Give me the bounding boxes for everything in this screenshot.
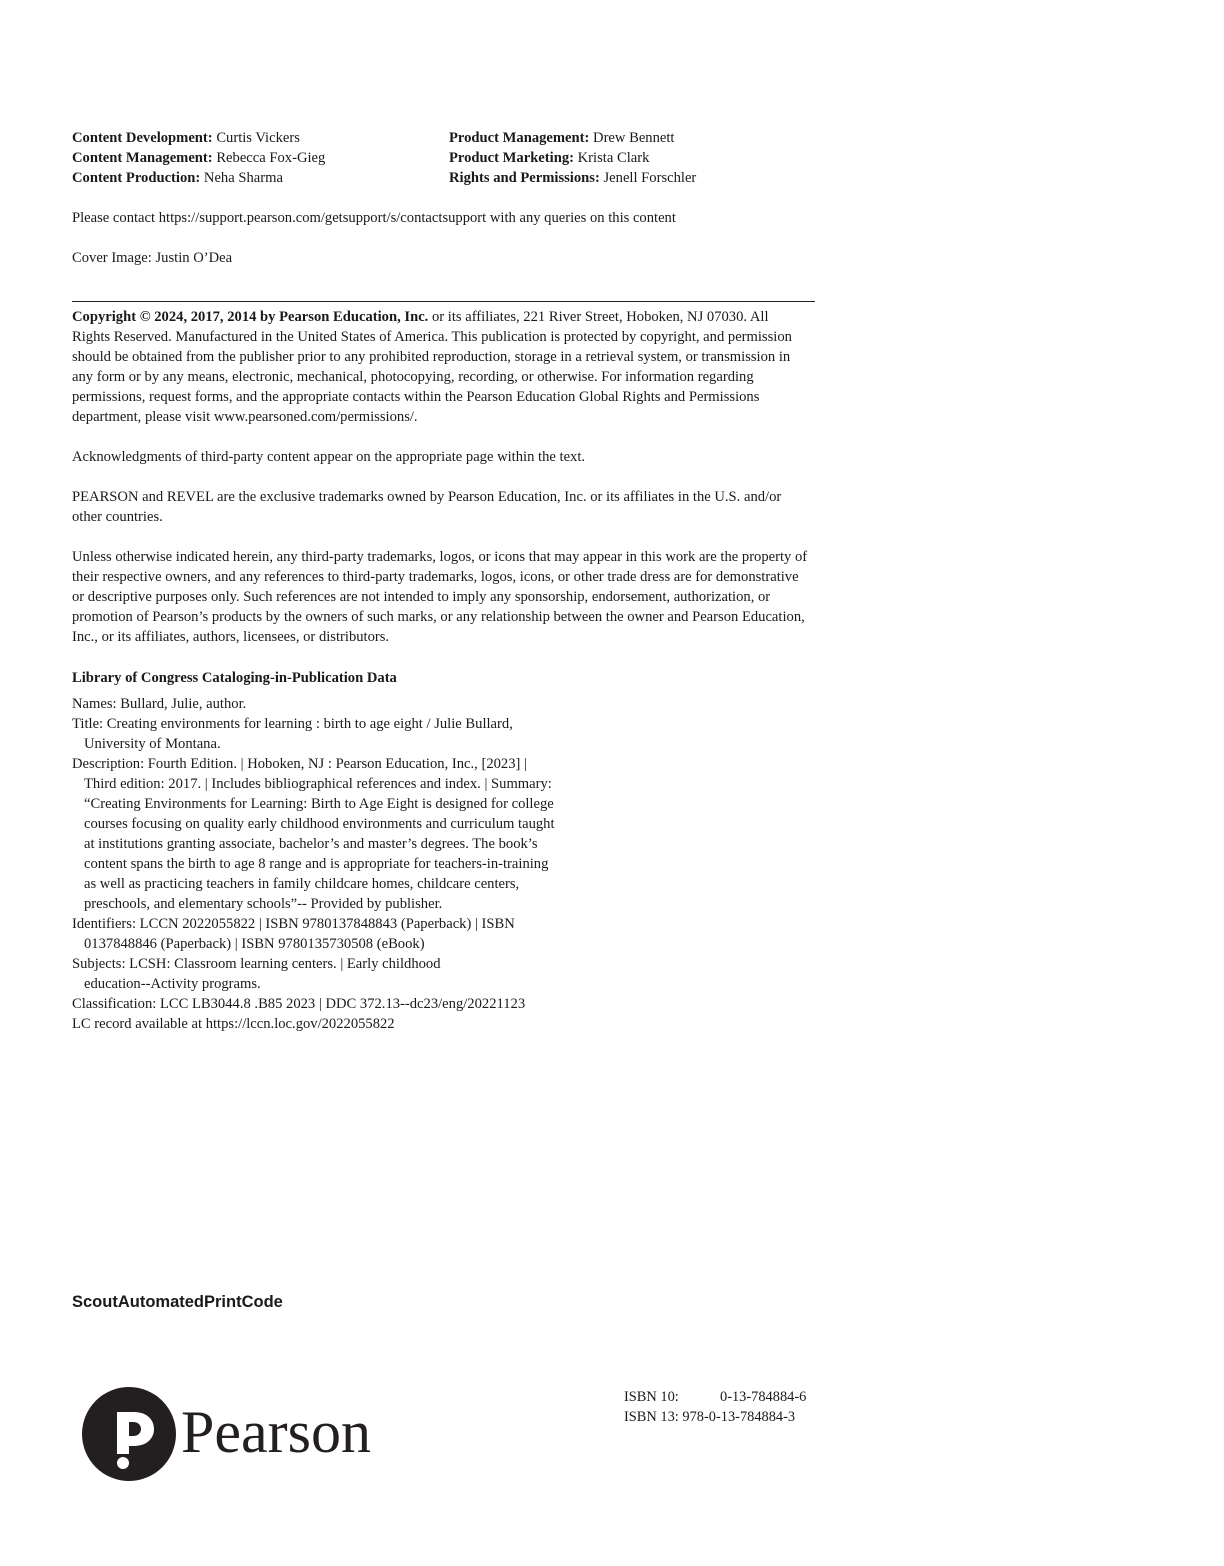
isbn-13: ISBN 13: 978-0-13-784884-3: [624, 1409, 796, 1425]
third-party-paragraph: Unless otherwise indicated herein, any third-party trademarks, logos, or icons that may appear in this work are the property of their respective owners, and any references to third-party trademarks, logos, icons, or other trade dress are for demonstrative or descriptive purposes only. Such references are not intended to imply any sponsorship, endorsement, authorization, or promotion of Pearson’s products by the owners of such marks, or any relationship between the owner and Pearson Education, Inc., or its affiliates, authors, licensees, or distributors.: [72, 549, 808, 645]
isbn-block: [624, 1387, 806, 1427]
cip-heading: Library of Congress Cataloging-in-Publication Data: [72, 670, 397, 686]
credit-content-production: Content Production: Neha Sharma: [72, 170, 283, 186]
cip-entry: Names: Bullard, Julie, author.: [72, 696, 247, 712]
cip-entry: Classification: LCC LB3044.8 .B85 2023 | DDC 372.13--dc23/eng/20221123: [72, 996, 526, 1012]
trademarks-paragraph: PEARSON and REVEL are the exclusive trademarks owned by Pearson Education, Inc. or its affiliates in the U.S. and/or other countries.: [72, 489, 782, 525]
cip-entry: Identifiers: LCCN 2022055822 | ISBN 9780137848843 (Paperback) | ISBN 0137848846 (Paperback) | ISBN 9780135730508 (eBook): [72, 916, 515, 952]
print-code: ScoutAutomatedPrintCode: [72, 1293, 283, 1311]
pearson-logo: [82, 1386, 402, 1486]
credit-rights-permissions: Rights and Permissions: Jenell Forschler: [449, 170, 697, 186]
cip-entry: Description: Fourth Edition. | Hoboken, NJ : Pearson Education, Inc., [2023] | Third edition: 2017. | Includes bibliographical references and index. | Summary: “Creating Environments for Learning: Birth to Age Eight is designed for college courses focusing on quality early childhood environments and curriculum taught at institutions granting associate, bachelor’s and master’s degrees. The book’s content spans the birth to age 8 range and is appropriate for teachers-in-training as well as practicing teachers in family childcare homes, childcare centers, preschools, and elementary schools”-- Provided by publisher.: [72, 756, 555, 912]
credit-content-development: Content Development: Curtis Vickers: [72, 130, 300, 146]
cip-entry: LC record available at https://lccn.loc.gov/2022055822: [72, 1016, 395, 1032]
copyright-text: or its affiliates, 221 River Street, Hoboken, NJ 07030. All Rights Reserved. Manufactured in the United States of America. This publication is protected by copyright, and permission should be obtained from the publisher prior to any prohibited reproduction, storage in a retrieval system, or transmission in any form or by any means, electronic, mechanical, photocopying, recording, or otherwise. For information regarding permissions, request forms, and the appropriate contacts within the Pearson Education Global Rights and Permissions department, please visit www.pearsoned.com/permissions/.: [72, 309, 792, 425]
credit-product-management: Product Management: Drew Bennett: [449, 130, 675, 146]
cip-block: [72, 668, 592, 1034]
pearson-logo-icon: [82, 1386, 402, 1486]
credit-product-marketing: Product Marketing: Krista Clark: [449, 150, 650, 166]
cip-entry: Subjects: LCSH: Classroom learning centers. | Early childhood education--Activity programs.: [72, 956, 441, 992]
svg-text:Pearson: Pearson: [181, 1399, 371, 1465]
acknowledgments-paragraph: Acknowledgments of third-party content appear on the appropriate page within the text.: [72, 449, 586, 465]
contact-line: Please contact https://support.pearson.com/getsupport/s/contactsupport with any queries on this content: [72, 210, 676, 226]
isbn-10: ISBN 10: 0-13-784884-6: [624, 1389, 807, 1405]
copyright-paragraph: [72, 307, 807, 427]
divider-rule: [72, 301, 815, 302]
copyright-lead: Copyright © 2024, 2017, 2014 by Pearson Education, Inc.: [72, 309, 429, 325]
credit-content-management: Content Management: Rebecca Fox-Gieg: [72, 150, 326, 166]
cip-entry: Title: Creating environments for learning : birth to age eight / Julie Bullard, University of Montana.: [72, 716, 513, 752]
cover-image-credit: Cover Image: Justin O’Dea: [72, 250, 233, 266]
